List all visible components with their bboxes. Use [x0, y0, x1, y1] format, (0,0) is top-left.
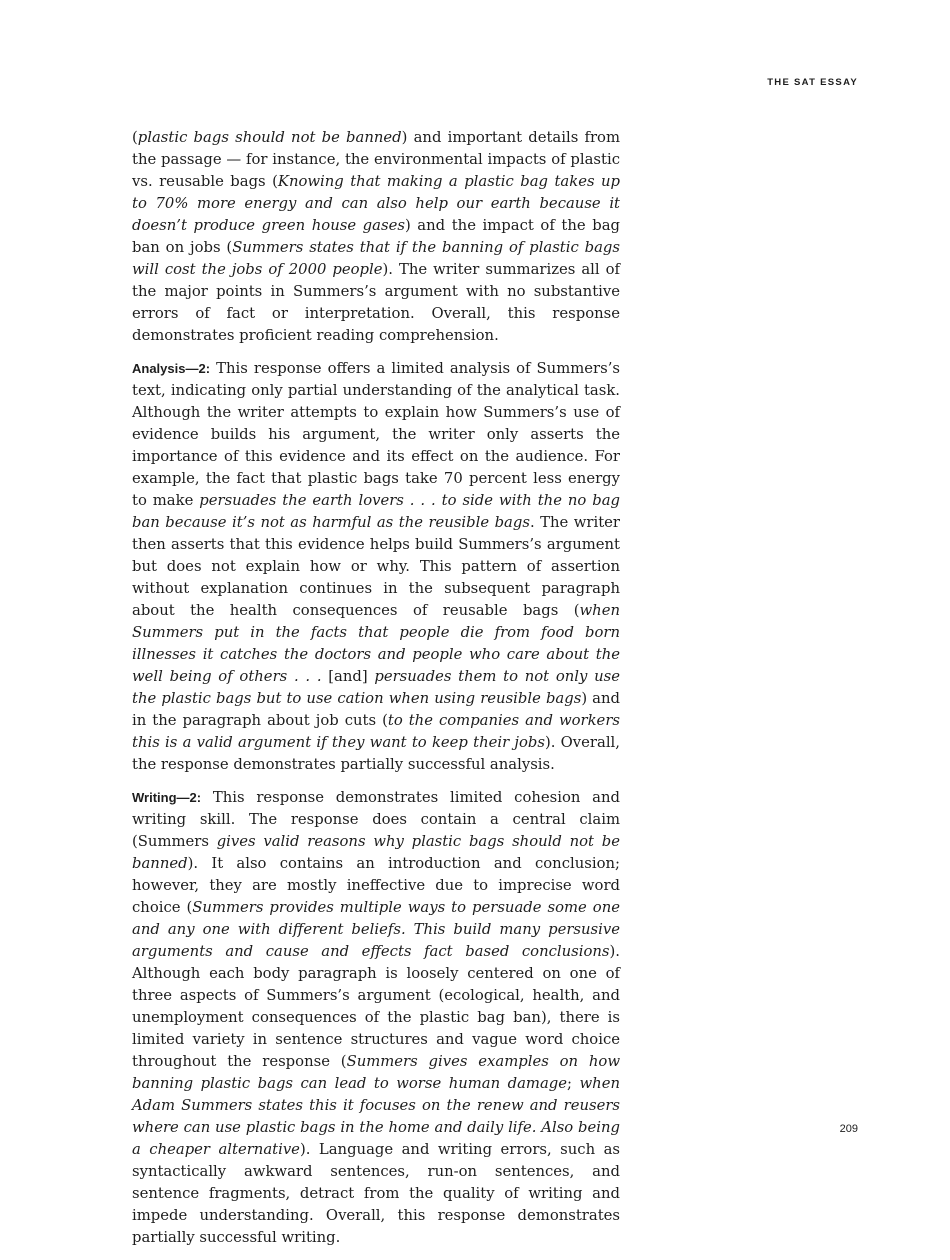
text-run: [and] — [321, 668, 375, 685]
quoted-excerpt: Knowing that making a plastic bag takes up to 70% more energy and can also help our earth because it doesn’t produce green house gases — [132, 173, 621, 234]
quoted-excerpt: when Adam Summers states this it focuses on the renew and reusers where can use plastic bags in the home and daily life. Also being a cheaper alternative — [132, 1075, 620, 1158]
quoted-excerpt: Summers provides multiple ways to persuade some one and any one with different beliefs. This build many persusive arguments and cause and effects fact based conclusions — [132, 899, 620, 960]
quoted-excerpt: persuades them to not only use the plastic bags but to use cation when using reusible bags — [132, 668, 620, 707]
quoted-excerpt: gives valid reasons why plastic bags should not be banned — [132, 833, 620, 872]
text-run: ) and the impact of the bag ban on jobs ( — [132, 217, 620, 256]
quoted-excerpt: to the companies and workers this is a valid argument if they want to keep their jobs — [132, 712, 620, 751]
text-run: ). Language and writing errors, such as syntactically awkward sentences, run-on sentences, and sentence fragments, detract from the quality of writing and impede understanding. Overall, this response demonstrates partially successful writing. — [132, 1141, 620, 1246]
reading-continuation-paragraph — [132, 127, 620, 347]
text-run: ). Although each body paragraph is loosely centered on one of three aspects of Summers’s argument (ecological, health, and unemployment consequences of the plastic bag ban), there is limited variety in sentence structures and vague word choice throughout the response ( — [132, 943, 620, 1070]
body-text — [132, 127, 620, 1260]
quoted-excerpt: plastic bags should not be banned — [137, 129, 402, 146]
text-run: This response offers a limited analysis of Summers’s text, indicating only partial understanding of the analytical task. Although the writer attempts to explain how Summers’s use of evidence builds his argument, the writer only asserts the importance of this evidence and its effect on the audience. For example, the fact that plastic bags take 70 percent less energy to make — [132, 360, 620, 509]
analysis-paragraph — [132, 358, 620, 776]
quoted-excerpt: when Summers put in the facts that people die from food born illnesses it catches the doctors and people who care about the well being of others . . . — [132, 602, 620, 685]
page-number: 209 — [839, 1123, 858, 1135]
text-run: ). Overall, the response demonstrates partially successful analysis. — [132, 734, 620, 773]
text-run: ) and important details from the passage — for instance, the environmental impacts of plastic vs. reusable bags ( — [132, 129, 620, 190]
quoted-excerpt: Summers gives examples on how banning plastic bags can lead to worse human damage — [132, 1053, 620, 1092]
writing-paragraph — [132, 787, 620, 1249]
text-run: ) and in the paragraph about job cuts ( — [132, 690, 620, 729]
text-run: ( — [132, 129, 138, 146]
text-run: ). The writer summarizes all of the major points in Summers’s argument with no substantive errors of fact or interpretation. Overall, this response demonstrates proficient reading comprehension. — [132, 261, 620, 344]
quoted-excerpt: persuades the earth lovers . . . to side with the no bag ban because it’s not as harmful as the reusible bags — [132, 492, 620, 531]
text-run: ; — [567, 1075, 580, 1092]
text-run: This response demonstrates limited cohesion and writing skill. The response does contain a central claim (Summers — [132, 789, 620, 850]
writing-score-label: Writing—2: — [132, 790, 202, 805]
quoted-excerpt: Summers states that if the banning of plastic bags will cost the jobs of 2000 people — [132, 239, 620, 278]
running-head: THE SAT ESSAY — [767, 77, 858, 88]
analysis-score-label: Analysis—2: — [132, 361, 211, 376]
text-run: . The writer then asserts that this evidence helps build Summers’s argument but does not explain how or why. This pattern of assertion without explanation continues in the subsequent paragraph about the health consequences of reusable bags ( — [132, 514, 621, 619]
text-run: ). It also contains an introduction and conclusion; however, they are mostly ineffective due to imprecise word choice ( — [132, 855, 620, 916]
